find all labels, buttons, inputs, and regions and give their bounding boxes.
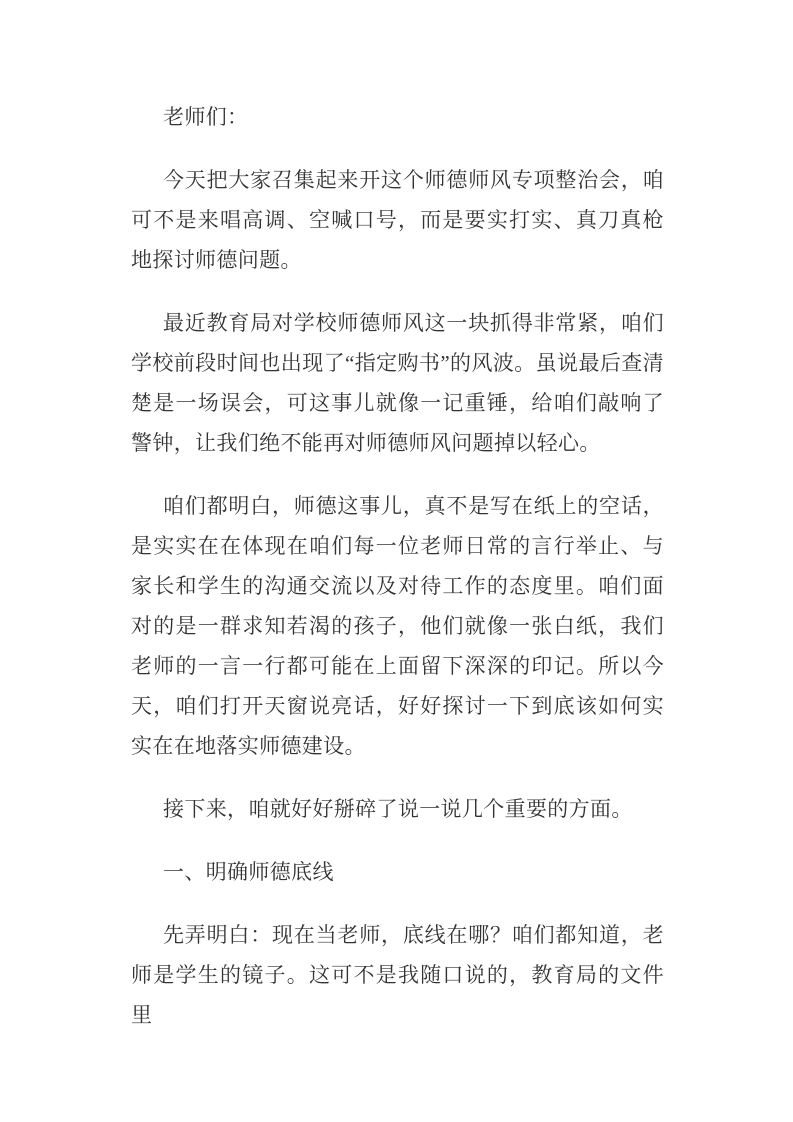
paragraph-opening: 今天把大家召集起来开这个师德师风专项整治会，咱可不是来唱高调、空喊口号，而是要实打实、真刀真枪地探讨师德问题。	[131, 168, 664, 272]
section-heading: 一、明确师德底线	[163, 860, 334, 884]
salutation: 老师们：	[163, 105, 249, 129]
paragraph-transition: 接下来，咱就好好掰碎了说一说几个重要的方面。	[163, 797, 633, 821]
document-content	[131, 97, 664, 1035]
paragraph-background: 最近教育局对学校师德师风这一块抓得非常紧，咱们学校前段时间也出现了“指定购书”的风波。虽说最后查清楚是一场误会，可这事儿就像一记重锤，给咱们敲响了警钟，让我们绝不能再对师德师风问题掉以轻心。	[131, 311, 664, 455]
paragraph-bottom-line: 先弄明白：现在当老师，底线在哪？咱们都知道，老师是学生的镜子。这可不是我随口说的，教育局的文件里	[131, 923, 664, 1027]
paragraph-meaning: 咱们都明白，师德这事儿，真不是写在纸上的空话，是实实在在体现在咱们每一位老师日常的言行举止、与家长和学生的沟通交流以及对待工作的态度里。咱们面对的是一群求知若渴的孩子，他们就像一张白纸，我们老师的一言一行都可能在上面留下深深的印记。所以今天，咱们打开天窗说亮话，好好探讨一下到底该如何实实在在地落实师德建设。	[131, 494, 664, 758]
